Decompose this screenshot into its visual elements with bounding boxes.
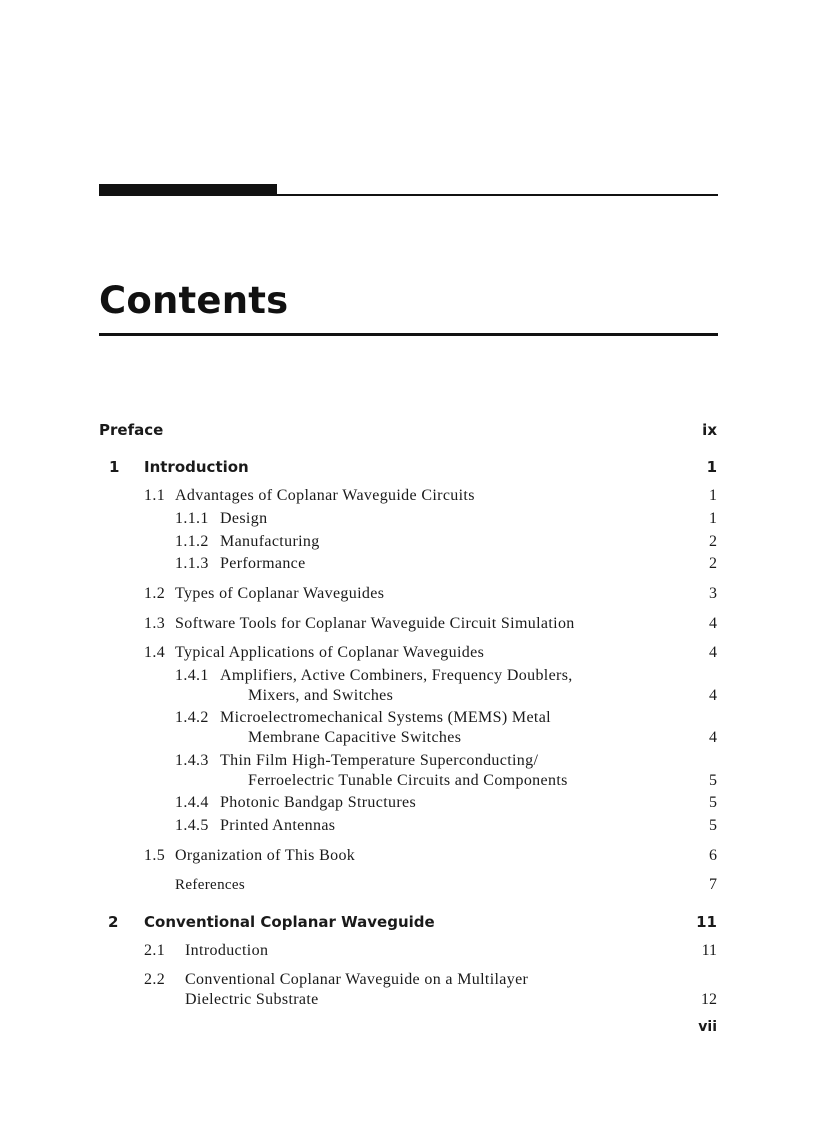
toc-entry-1-1-1[interactable] [0,508,816,530]
toc-entry-1-4-2[interactable] [0,707,816,751]
toc-number: 1.4.5 [175,817,209,834]
toc-label-continued: Membrane Capacitive Switches [248,729,462,746]
toc-number: 1.1.2 [175,533,209,550]
toc-entry-2-1[interactable] [0,940,816,962]
toc-number: 1.5 [144,847,166,864]
toc-page: 4 [709,687,717,704]
toc-entry-1-1-2[interactable] [0,531,816,553]
toc-entry-2-2[interactable] [0,969,816,1013]
toc-entry-1-5[interactable] [0,845,816,867]
toc-entry-preface[interactable] [0,419,816,441]
toc-entry-1-1-3[interactable] [0,553,816,575]
toc-page: 12 [701,991,717,1008]
page-title: Contents [99,279,289,322]
toc-label: Preface [99,421,164,439]
toc-label: References [175,877,246,893]
toc-entry-references[interactable] [0,874,816,896]
toc-entry-1-3[interactable] [0,613,816,635]
toc-number: 1.2 [144,585,166,602]
toc-number: 1.4.1 [175,667,209,684]
toc-label: Organization of This Book [175,847,356,864]
toc-page: 6 [709,847,717,864]
toc-label: Performance [220,555,306,572]
toc-page: 1 [709,487,717,504]
toc-number: 1.1.1 [175,510,209,527]
toc-label: Microelectromechanical Systems (MEMS) Metal [220,709,551,726]
toc-page: 1 [706,458,717,476]
toc-number: 1.4 [144,644,166,661]
toc-entry-1-4-4[interactable] [0,792,816,814]
toc-number: 2.1 [144,942,166,959]
toc-number: 1.4.3 [175,752,209,769]
toc-number: 1.3 [144,615,166,632]
toc-page: 2 [709,555,717,572]
toc-label: Conventional Coplanar Waveguide on a Multilayer [185,971,529,988]
toc-number: 1.4.2 [175,709,209,726]
toc-page: 5 [709,794,717,811]
toc-page: 2 [709,533,717,550]
toc-label: Advantages of Coplanar Waveguide Circuits [175,487,475,504]
toc-entry-1-4[interactable] [0,642,816,664]
toc-label: Conventional Coplanar Waveguide [144,913,435,931]
toc-page: 7 [709,876,717,893]
toc-number: 2 [108,913,119,931]
toc-number: 1 [109,458,120,476]
toc-number: 2.2 [144,971,166,988]
toc-page: 11 [696,913,717,931]
toc-entry-chapter-2[interactable] [0,911,816,933]
toc-label: Amplifiers, Active Combiners, Frequency Doublers, [220,667,573,684]
toc-page: 5 [709,772,717,789]
toc-entry-chapter-1[interactable] [0,456,816,478]
toc-entry-1-4-5[interactable] [0,815,816,837]
toc-label: Manufacturing [220,533,320,550]
toc-label: Types of Coplanar Waveguides [175,585,385,602]
toc-label: Thin Film High-Temperature Superconducting/ [220,752,539,769]
toc-label: Introduction [144,458,249,476]
toc-label: Software Tools for Coplanar Waveguide Circuit Simulation [175,615,575,632]
toc-page: ix [702,421,717,439]
toc-entry-1-4-3[interactable] [0,750,816,794]
toc-page: 3 [709,585,717,602]
toc-number: 1.4.4 [175,794,209,811]
toc-label-continued: Mixers, and Switches [248,687,394,704]
toc-label: Typical Applications of Coplanar Waveguides [175,644,485,661]
toc-page: 4 [709,729,717,746]
toc-page: 1 [709,510,717,527]
toc-label: Photonic Bandgap Structures [220,794,417,811]
toc-label: Introduction [185,942,269,959]
toc-page: 11 [701,942,717,959]
toc-entry-1-4-1[interactable] [0,665,816,709]
toc-label-continued: Ferroelectric Tunable Circuits and Components [248,772,568,789]
toc-page: 4 [709,615,717,632]
toc-page: 5 [709,817,717,834]
toc-label: Design [220,510,268,527]
toc-page: 4 [709,644,717,661]
toc-entry-1-1[interactable] [0,485,816,507]
toc-entry-1-2[interactable] [0,583,816,605]
toc-number: 1.1 [144,487,166,504]
toc-label: Printed Antennas [220,817,336,834]
toc-label-continued: Dielectric Substrate [185,991,319,1008]
page-folio: vii [698,1019,717,1035]
toc-number: 1.1.3 [175,555,209,572]
